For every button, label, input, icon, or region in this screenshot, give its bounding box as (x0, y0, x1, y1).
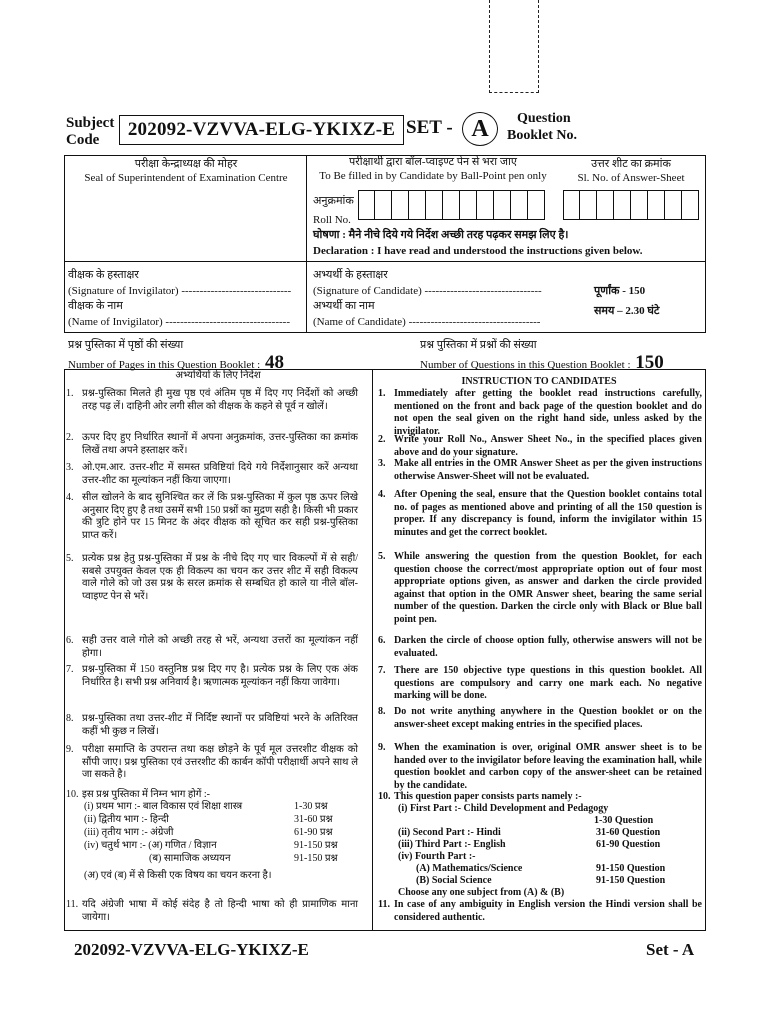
list-item: 9. परीक्षा समाप्ति के उपरान्त तथा कक्ष छोड़ने के पूर्व मूल उत्तरशीट वीक्षक को सौंपी जाए। प्रश्न पुस्तिका एवं उत्तरशीट की कार्बन कॉपी परीक्षार्थी अपने साथ ले जा सकते है। (66, 744, 358, 780)
roll-digit-box[interactable] (460, 190, 477, 220)
answer-sheet-digit-box[interactable] (563, 190, 580, 220)
list-item: 6. Darken the circle of choose option fully, otherwise answers will not be evaluated. (378, 635, 702, 659)
invigilator-fields: वीक्षक के हस्ताक्षर (Signature of Invigilator) ------------------------------ वीक्षक के नाम (Name of Invigilator) ---------------------------------- (68, 269, 292, 328)
table-row: (iv) Fourth Part :- (398, 851, 476, 862)
list-item: 6. सही उत्तर वाले गोले को अच्छी तरह से भरें, अन्यथा उत्तरों का मूल्यांकन नहीं होगा। (66, 635, 358, 659)
answer-sheet-digit-box[interactable] (580, 190, 597, 220)
subject-code-value: 202092-VZVVA-ELG-YKIXZ-E (119, 115, 404, 145)
table-row: (ब) सामाजिक अध्ययन 91-150 प्रश्न (149, 853, 338, 864)
list-item: 3. Make all entries in the OMR Answer Sheet as per the given instructions otherwise Answer-Sheet will not be evaluated. (378, 458, 702, 482)
table-row: (iv) चतुर्थ भाग :- (अ) गणित / विज्ञान 91-150 प्रश्न (84, 840, 338, 851)
roll-no-boxes[interactable] (358, 190, 545, 220)
parts-table-en (398, 803, 698, 899)
list-item: 7. प्रश्न-पुस्तिका में 150 वस्तुनिष्ठ प्रश्न दिए गए है। प्रत्येक प्रश्न के लिए एक अंक निर्धारित है। सभी प्रश्न अनिवार्य है। ऋणात्मक मूल्यांकन नहीं किया जावेगा। (66, 664, 358, 688)
roll-digit-box[interactable] (477, 190, 494, 220)
roll-digit-box[interactable] (375, 190, 392, 220)
questions-count-label: प्रश्न पुस्तिका में प्रश्नों की संख्या Number of Questions in this Question Booklet : 150 (420, 339, 664, 373)
list-item: 2. Write your Roll No., Answer Sheet No., in the specified places given above and do your signature. (378, 434, 702, 458)
roll-digit-box[interactable] (426, 190, 443, 220)
table-row: (ii) Second Part :- Hindi 31-60 Question (398, 827, 661, 838)
candidate-fields: अभ्यर्थी के हस्ताक्षर (Signature of Candidate) -------------------------------- अभ्यर्थी का नाम (Name of Candidate) ------------------------------------ (313, 269, 542, 328)
list-item: 5. प्रत्येक प्रश्न हेतु प्रश्न-पुस्तिका में प्रश्न के नीचे दिए गए चार विकल्पों में से सही/सबसे उपयुक्त केवल एक ही विकल्प का चयन कर उत्तर शीट में सही विकल्प वाले गोले को जो उस प्रश्न के सरल क्रमांक से सम्बधित हो काले या नीले बॉल-प्वाइण्ट पेन से भरें। (66, 553, 358, 602)
roll-digit-box[interactable] (392, 190, 409, 220)
divider (306, 155, 307, 333)
footer-code: 202092-VZVVA-ELG-YKIXZ-E (74, 940, 309, 959)
instructions-en-title: INSTRUCTION TO CANDIDATES (461, 376, 617, 387)
questions-count: 150 (635, 352, 664, 373)
roll-digit-box[interactable] (409, 190, 426, 220)
table-row: 1-30 Question (594, 815, 654, 826)
list-item: 11. यदि अंग्रेजी भाषा में कोई संदेह है तो हिन्दी भाषा को ही प्रामाणिक माना जायेगा। (66, 899, 358, 923)
table-row: (B) Social Science 91-150 Question (416, 875, 666, 886)
set-label: SET - (406, 117, 453, 138)
parts-table-hi (84, 801, 354, 883)
divider (64, 261, 706, 262)
answer-sheet-digit-box[interactable] (597, 190, 614, 220)
list-item: 5. While answering the question from the question Booklet, for each question choose the correct/most appropriate option out of four most appropriate options given, as answer and darken the circle provided against that option in the OMR Answer sheet, bearing the same serial number of the question. Darken the circle only with Black or Blue ball point pen. (378, 551, 702, 625)
table-row: (iii) तृतीय भाग :- अंग्रेजी 61-90 प्रश्न (84, 827, 333, 838)
table-row: (iii) Third Part :- English 61-90 Question (398, 839, 661, 850)
list-item: 11. In case of any ambiguity in English version the Hindi version shall be considered authentic. (378, 899, 702, 923)
roll-no-label: अनुक्रमांक Roll No. (313, 195, 354, 226)
fill-instruction-label: परीक्षार्थी द्वारा बॉल-प्वाइण्ट पेन से भरा जाए To Be filled in by Candidate by Ball-Point pen only (319, 156, 547, 182)
roll-digit-box[interactable] (528, 190, 545, 220)
list-item: 9. When the examination is over, original OMR answer sheet is to be handed over to the invigilator before leaving the examination hall, while question booklet and carbon copy of the answer-sheet can be retained by the candidate. (378, 742, 702, 791)
footer-set: Set - A (646, 940, 695, 959)
answer-sheet-no-label: उत्तर शीट का क्रमांक Sl. No. of Answer-Sheet (577, 158, 685, 184)
set-badge: A (462, 112, 498, 146)
list-item: 4. After Opening the seal, ensure that the Question booklet contains total no. of pages as mentioned above and printing of all the 150 question is proper. If any discrepancy is found, inform the invigilator within 15 minutes and get the correct booklet. (378, 489, 702, 538)
subject-choice-note: (अ) एवं (ब) में से किसी एक विषय का चयन करना है। (84, 870, 272, 881)
answer-sheet-digit-box[interactable] (631, 190, 648, 220)
list-item: 4. सील खोलने के बाद सुनिश्चित कर लें कि प्रश्न-पुस्तिका में कुल पृष्ठ ऊपर लिखे अनुसार दिए हुए है तथा उसमें सभी 150 प्रश्नों का मुद्रण सही है। किसी भी प्रकार की त्रुटि होने पर 15 मिनट के अंदर वीक्षक को सूचित कर सही प्रश्न-पुस्तिका प्राप्त करें। (66, 492, 358, 541)
table-row: (i) प्रथम भाग :- बाल विकास एवं शिक्षा शास्त्र 1-30 प्रश्न (84, 801, 328, 812)
table-row: (ii) द्वितीय भाग :- हिन्दी 31-60 प्रश्न (84, 814, 333, 825)
instructions-hi-title: अभ्यर्थियों के लिए निर्देश (175, 370, 261, 381)
list-item: 1. प्रश्न-पुस्तिका मिलते ही मुख पृष्ठ एवं अंतिम पृष्ठ में दिए गए निर्देशों को अच्छी तरह पढ़ लें। दाहिनी ओर लगी सील को वीक्षक के कहने से पूर्व न खोलें। (66, 388, 358, 412)
seal-box (489, 0, 539, 93)
list-item: 2. ऊपर दिए हुए निर्धारित स्थानों में अपना अनुक्रमांक, उत्तर-पुस्तिका का क्रमांक लिखें तथा अपने हस्ताक्षर करें। (66, 432, 358, 456)
answer-sheet-digit-box[interactable] (682, 190, 699, 220)
roll-digit-box[interactable] (358, 190, 375, 220)
divider (372, 369, 373, 931)
roll-digit-box[interactable] (443, 190, 460, 220)
answer-sheet-digit-box[interactable] (648, 190, 665, 220)
answer-sheet-digit-box[interactable] (614, 190, 631, 220)
list-item: 8. Do not write anything anywhere in the Question booklet or on the answer-sheet except making entries in the specified places. (378, 706, 702, 730)
list-item: 1. Immediately after getting the booklet read instructions carefully, mentioned on the front and back page of the question booklet and do not open the seal given on the right hand side, unless asked by the invigilator. (378, 388, 702, 437)
list-item: 10. This question paper consists parts namely :- (378, 791, 582, 802)
declaration: घोषणा : मैने नीचे दिये गये निर्देश अच्छी तरह पढ़कर समझ लिए है। Declaration : I have read and understood the instructions given below. (313, 229, 643, 257)
subject-choice-note: Choose any one subject from (A) & (B) (398, 887, 565, 898)
pages-count: 48 (264, 352, 284, 373)
exam-time: समय – 2.30 घंटे (594, 305, 660, 317)
roll-digit-box[interactable] (511, 190, 528, 220)
answer-sheet-no-boxes[interactable] (563, 190, 699, 220)
list-item: 10. इस प्रश्न पुस्तिका में निम्न भाग होगें :- (66, 789, 210, 800)
question-booklet-label: Question Booklet No. (507, 111, 577, 143)
max-marks: पूर्णांक - 150 (594, 285, 646, 297)
list-item: 3. ओ.एम.आर. उत्तर-शीट में समस्त प्रविष्टियां दिये गये निर्देशानुसार करें अन्यथा उत्तर-शीट का मूल्यांकन नहीं किया जाएगा। (66, 462, 358, 486)
pages-count-label: प्रश्न पुस्तिका में पृष्ठों की संख्या Number of Pages in this Question Booklet : 48 (68, 339, 284, 373)
table-row: (A) Mathematics/Science 91-150 Question (416, 863, 666, 874)
list-item: 8. प्रश्न-पुस्तिका तथा उत्तर-शीट में निर्दिष्ट स्थानों पर प्रविष्टियां भरने के अतिरिक्त कहीं भी कुछ न लिखें। (66, 713, 358, 737)
table-row: (i) First Part :- Child Development and Pedagogy (398, 803, 609, 814)
subject-code-label: Subject Code (66, 115, 115, 148)
answer-sheet-digit-box[interactable] (665, 190, 682, 220)
roll-digit-box[interactable] (494, 190, 511, 220)
list-item: 7. There are 150 objective type questions in this question booklet. All questions are compulsory and carry one mark each. No negative marking will be done. (378, 665, 702, 701)
seal-label: परीक्षा केन्द्राध्यक्ष की मोहर Seal of Superintendent of Examination Centre (84, 158, 288, 184)
